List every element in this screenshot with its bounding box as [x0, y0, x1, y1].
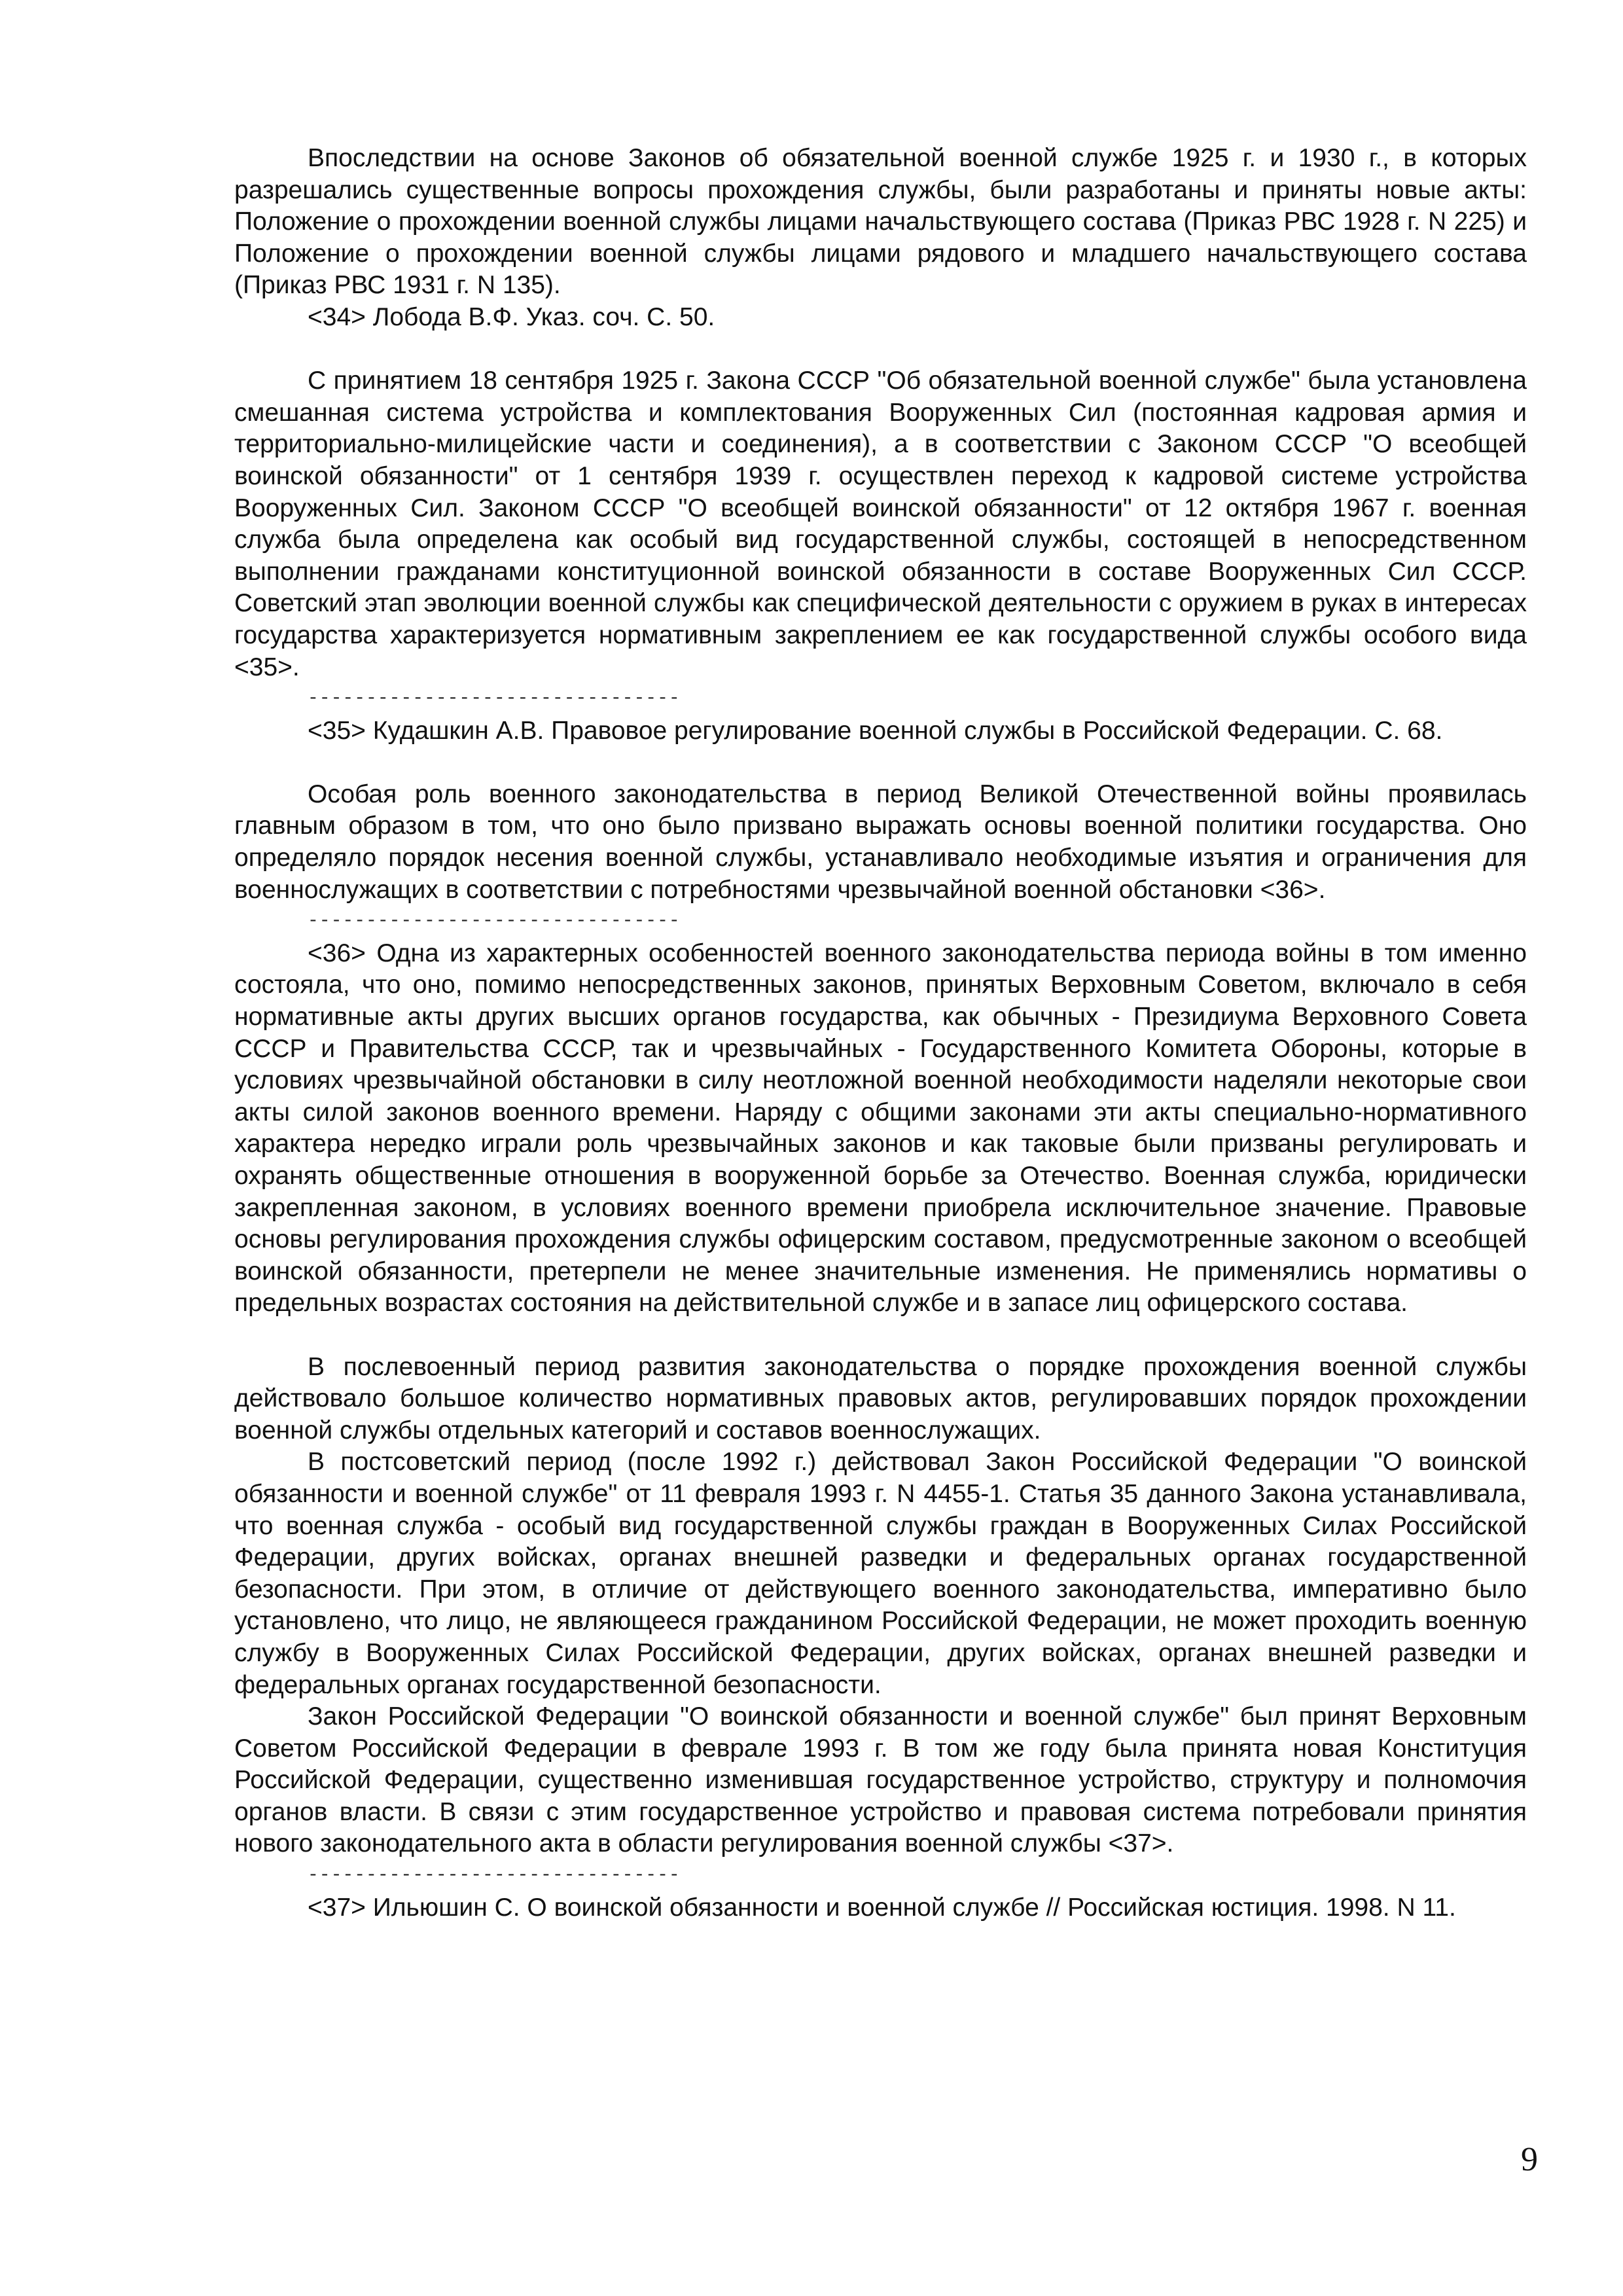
footnote-37: <37> Ильюшин С. О воинской обязанности и военной службе // Российская юстиция. 1998. N 11. [308, 1893, 1456, 1922]
page-number: 9 [1521, 2141, 1538, 2178]
footnote-35: <35> Кудашкин А.В. Правовое регулирование военной службы в Российской Федерации. С. 68. [308, 716, 1443, 745]
paragraph-later-acts: Впоследствии на основе Законов об обязательной военной службе 1925 г. и 1930 г., в которых разрешались существенные вопросы прохождения службы, были разработаны и приняты новые акты: Положение о прохождении военной службы лицами начальствующего состава (Приказ РВС 1928 г. N 225) и Положение о прохождении военной службы лицами рядового и младшего начальствующего состава (Приказ РВС 1931 г. N 135). [234, 144, 1527, 300]
paragraph-spacer [234, 747, 1527, 779]
footnote-separator-3: -------------------------------- [308, 1865, 681, 1886]
paragraph-1925-law: С принятием 18 сентября 1925 г. Закона СССР "Об обязательной военной службе" была установлена смешанная система устройства и комплектования Вооруженных Сил (постоянная кадровая армия и территориально-милицейские части и соединения), а в соответствии с Законом СССР "О всеобщей воинской обязанности" от 1 сентября 1939 г. осуществлен переход к кадровой системе устройства Вооруженных Сил. Законом СССР "О всеобщей воинской обязанности" от 12 октября 1967 г. военная служба была определена как особый вид государственной службы, состоящей в непосредственном выполнении гражданами конституционной воинской обязанности в составе Вооруженных Сил СССР. Советский этап эволюции военной службы как специфической деятельности с оружием в руках в интересах государства характеризуется нормативным закреплением ее как государственной службы особого вида <35>. [234, 367, 1527, 681]
footnote-separator-2: -------------------------------- [308, 911, 681, 932]
paragraph-spacer [234, 1319, 1527, 1352]
document-body [234, 143, 1527, 1924]
paragraph-war-legislation: Особая роль военного законодательства в период Великой Отечественной войны проявилась главным образом в том, что оно было призвано выражать основы военной политики государства. Оно определяло порядок несения военной службы, устанавливало необходимые изъятия и ограничения для военнослужащих в соответствии с потребностями чрезвычайной военной обстановки <36>. [234, 780, 1527, 904]
paragraph-postwar: В послевоенный период развития законодательства о порядке прохождения военной службы действовало большое количество нормативных правовых актов, регулировавших порядок прохождении военной службы отдельных категорий и составов военнослужащих. [234, 1352, 1527, 1444]
paragraph-spacer [234, 334, 1527, 366]
paragraph-post-soviet: В постсоветский период (после 1992 г.) действовал Закон Российской Федерации "О воинской обязанности и военной службе" от 11 февраля 1993 г. N 4455-1. Статья 35 данного Закона устанавливала, что военная служба - особый вид государственной службы граждан в Вооруженных Силах Российской Федерации, других войсках, органах внешней разведки и федеральных органах государственной безопасности. При этом, в отличие от действующего военного законодательства, императивно было установлено, что лицо, не являющееся гражданином Российской Федерации, не может проходить военную службу в Вооруженных Силах Российской Федерации, других войсках, органах внешней разведки и федеральных органах государственной безопасности. [234, 1448, 1527, 1699]
footnote-separator-1: -------------------------------- [308, 689, 681, 709]
footnote-36: <36> Одна из характерных особенностей военного законодательства периода войны в том именно состояла, что оно, помимо непосредственных законов, принятых Верховным Советом, включало в себя нормативные акты других высших органов государства, как обычных - Президиума Верховного Совета СССР и Правительства СССР, так и чрезвычайных - Государственного Комитета Обороны, которые в условиях чрезвычайной обстановки в силу неотложной военной необходимости наделяли некоторые свои акты силой законов военного времени. Наряду с общими законами эти акты специально-нормативного характера нередко играли роль чрезвычайных законов и как таковые были призваны регулировать и охранять общественные отношения в вооруженной борьбе за Отечество. Военная служба, юридически закрепленная законом, в условиях военного времени приобрела исключительное значение. Правовые основы регулирования прохождения службы офицерским составом, предусмотренные законом о всеобщей воинской обязанности, претерпели не менее значительные изменения. Не применялись нормативы о предельных возрастах состояния на действительной службе и в запасе лиц офицерского состава. [234, 939, 1527, 1318]
paragraph-1993-law: Закон Российской Федерации "О воинской обязанности и военной службе" был принят Верховным Советом Российской Федерации в феврале 1993 г. В том же году была принята новая Конституция Российской Федерации, существенно изменившая государственное устройство, структуру и полномочия органов власти. В связи с этим государственное устройство и правовая система потребовали принятия нового законодательного акта в области регулирования военной службы <37>. [234, 1702, 1527, 1858]
footnote-34: <34> Лобода В.Ф. Указ. соч. С. 50. [308, 302, 715, 331]
